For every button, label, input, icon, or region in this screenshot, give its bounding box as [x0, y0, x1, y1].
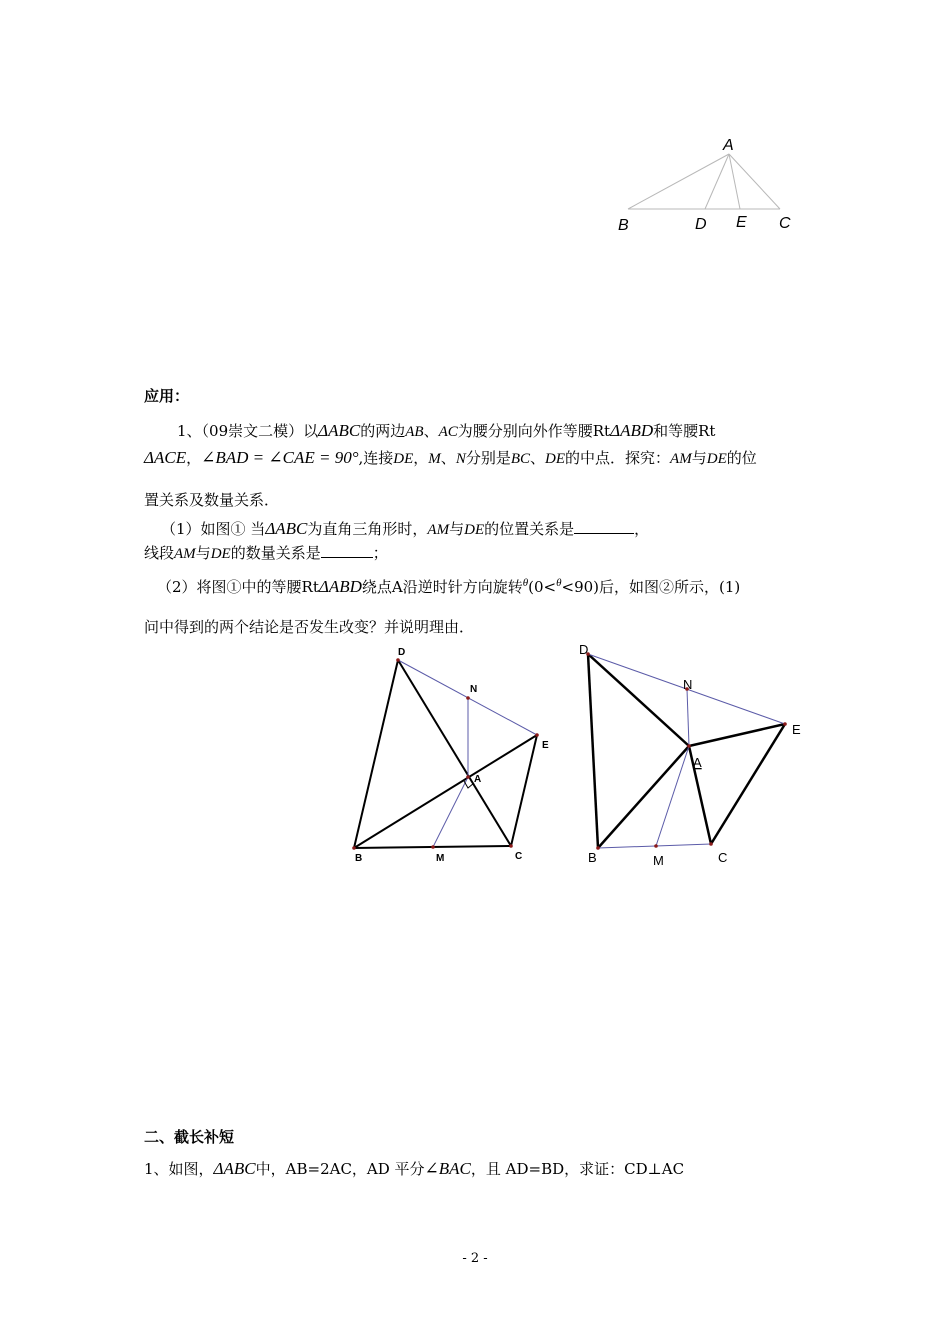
text: <90)后，如图②所示，(1) [561, 578, 741, 596]
text: 的位置关系是 [484, 520, 575, 538]
figure-2 [570, 636, 810, 876]
text: 的中点．探究： [565, 449, 671, 467]
question2-line1 [157, 573, 740, 597]
var: DE [210, 546, 231, 562]
label-E: E [542, 740, 549, 751]
problem2-line [144, 1159, 684, 1179]
text: 、 [423, 422, 439, 440]
label-C: C [718, 850, 728, 865]
text: 与 [195, 544, 211, 562]
text: 中，AB=2AC，AD 平分 [255, 1160, 425, 1178]
label-B: B [618, 217, 629, 234]
text: 和等腰Rt [653, 422, 716, 440]
label-D: D [579, 642, 589, 657]
label-A: A [693, 755, 702, 770]
math-theta: θ [556, 577, 562, 589]
label-M: M [436, 853, 445, 864]
figure-1 [340, 640, 570, 870]
text: ，且 AD=BD，求证：CD⊥AC [470, 1160, 685, 1178]
text: ， [634, 520, 650, 538]
text: 的两边 [360, 422, 406, 440]
problem1-line1 [177, 421, 715, 442]
label-D: D [695, 216, 707, 233]
text: （2）将图①中的等腰Rt [157, 578, 319, 596]
problem1-line3: 置关系及数量关系． [144, 491, 280, 509]
var: DE [706, 451, 727, 467]
text: 分别是 [465, 449, 511, 467]
text: ,连接 [358, 449, 394, 467]
answer-blank-quantity[interactable] [321, 543, 373, 558]
var: AM [670, 451, 692, 467]
math-triangle-abd: ΔABD [318, 577, 362, 596]
text: 与 [691, 449, 707, 467]
text: 线段 [144, 544, 175, 562]
var: M [428, 451, 441, 467]
text: ， [413, 449, 429, 467]
figure-top-triangle [600, 130, 830, 240]
math-triangle-abc: ΔABC [213, 1159, 256, 1178]
text: 为直角三角形时， [307, 520, 428, 538]
section-apply-heading: 应用： [144, 387, 190, 405]
text: 绕点A沿逆时针方向旋转 [361, 578, 523, 596]
text: 、 [440, 449, 456, 467]
problem1-line2 [144, 448, 757, 469]
text: 的位 [726, 449, 757, 467]
math-triangle-ace: ΔACE [144, 448, 187, 467]
math-theta: θ [522, 577, 529, 589]
var: DE [393, 451, 414, 467]
var: AM [174, 546, 196, 562]
var: DE [545, 451, 566, 467]
text: ； [372, 544, 388, 562]
text: 的数量关系是 [230, 544, 321, 562]
var: BC [510, 451, 531, 467]
math-angle-equation: ∠BAD = ∠CAE = 90° [201, 448, 359, 467]
math-triangle-abd: ΔABD [610, 421, 654, 440]
label-E: E [736, 214, 747, 231]
text: （1）如图① 当 [161, 520, 266, 538]
label-M: M [653, 853, 664, 868]
label-B: B [355, 853, 363, 864]
label-E: E [792, 722, 801, 737]
var: AM [427, 522, 450, 538]
question1-line1 [161, 519, 649, 540]
text: 、 [530, 449, 546, 467]
var: AB [405, 424, 424, 440]
math-triangle-abc: ΔABC [318, 421, 361, 440]
label-N: N [683, 677, 693, 692]
var: AC [438, 424, 458, 440]
math-triangle-abc: ΔABC [265, 519, 308, 538]
question2-line2: 问中得到的两个结论是否发生改变？并说明理由． [144, 618, 475, 636]
text: 1、（09崇文二模）以 [177, 422, 319, 440]
var: N [455, 451, 466, 467]
label-D: D [398, 647, 406, 658]
answer-blank-position[interactable] [574, 519, 634, 534]
text: 与 [449, 520, 465, 538]
text: 1、如图， [144, 1160, 214, 1178]
text: (0< [528, 578, 557, 596]
label-A: A [474, 774, 482, 785]
math-angle-bac: ∠BAC [424, 1159, 471, 1178]
label-N: N [470, 684, 478, 695]
page-number: - 2 - [462, 1251, 488, 1266]
text: 为腰分别向外作等腰Rt [457, 422, 611, 440]
label-C: C [779, 215, 791, 232]
var: DE [464, 522, 485, 538]
section2-heading: 二、截长补短 [144, 1128, 235, 1146]
text: ， [186, 449, 202, 467]
label-B: B [588, 850, 597, 865]
label-C: C [515, 851, 523, 862]
label-A: A [723, 137, 734, 154]
question1-line2 [144, 543, 388, 564]
